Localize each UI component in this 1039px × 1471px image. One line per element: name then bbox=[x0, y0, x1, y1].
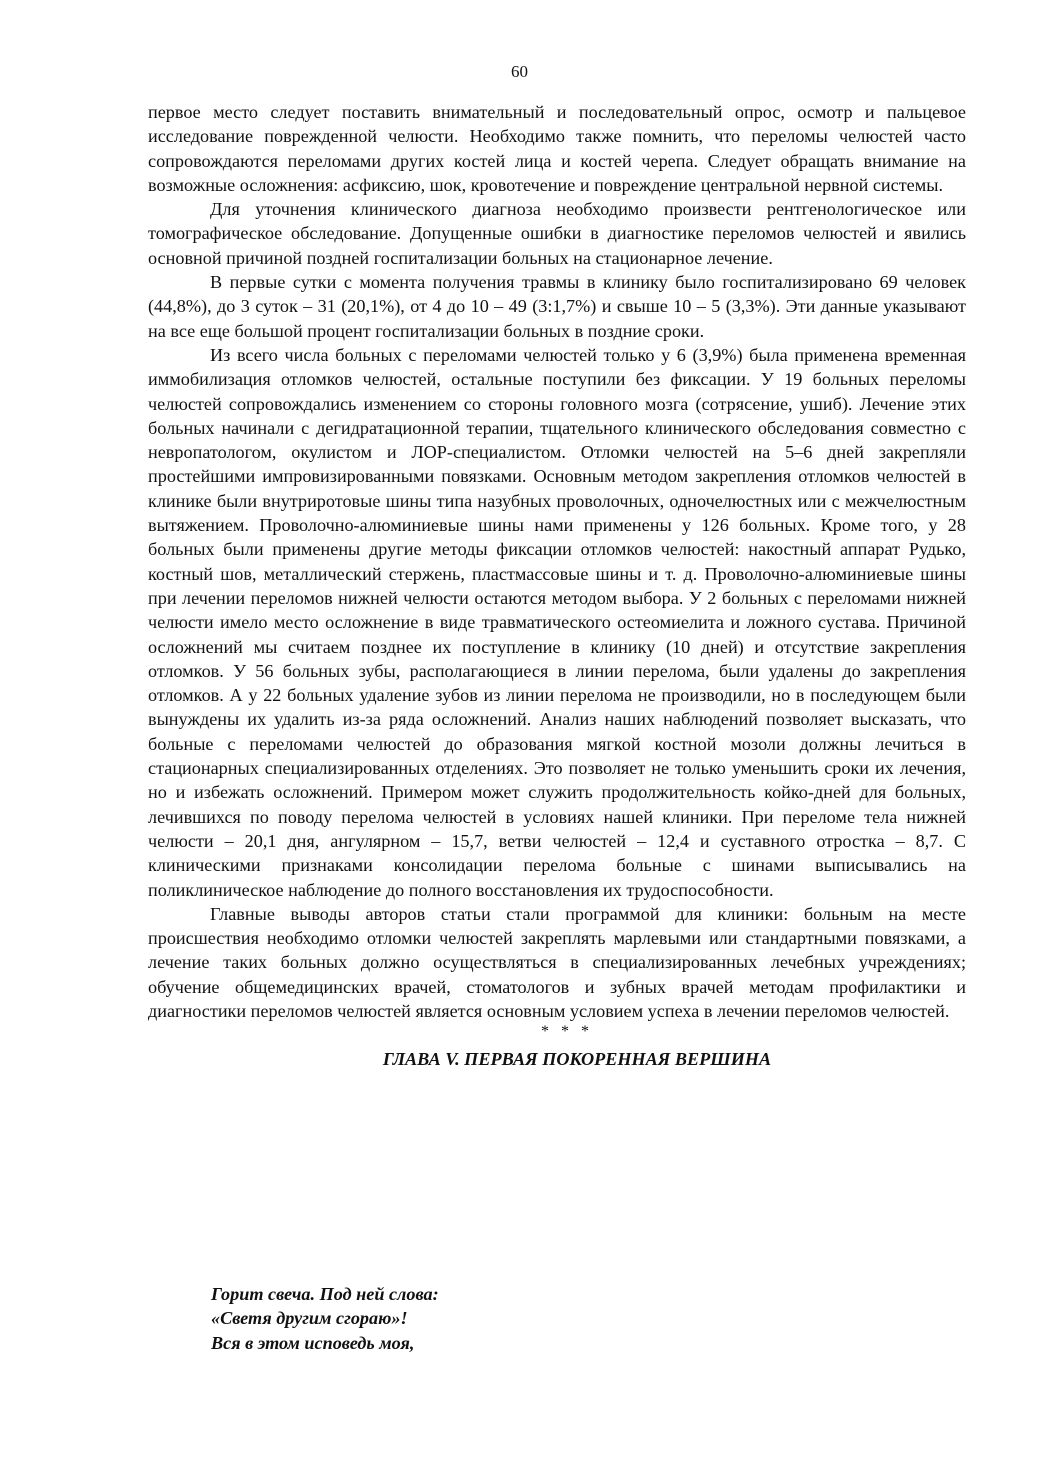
poem-line: «Светя другим сгораю»! bbox=[211, 1308, 408, 1329]
paragraph: Из всего числа больных с переломами челюстей только у 6 (3,9%) была применена временная иммобилизация отломков челюстей, остальные поступили без фиксации. У 19 больных переломы челюстей сопровождались изменением со стороны головного мозга (сотрясение, ушиб). Лечение этих больных начинали с дегидратационной терапии, тщательного клинического обследования совместно с невропатологом, окулистом и ЛОР-специалистом. Отломки челюстей на 5–6 дней закрепляли простейшими импровизированными повязками. Основным методом закрепления отломков челюстей в клинике были внутриротовые шины типа назубных проволочных, одночелюстных или с межчелюстным вытяжением. Проволочно-алюминиевые шины нами применены у 126 больных. Кроме того, у 28 больных были применены другие методы фиксации отломков челюстей: накостный аппарат Рудько, костный шов, металлический стержень, пластмассовые шины и т. д. Проволочно-алюминиевые шины при лечении переломов нижней челюсти остаются методом выбора. У 2 больных с переломами нижней челюсти имело место осложнение в виде травматического остеомиелита и ложного сустава. Причиной осложнений мы считаем позднее их поступление в клинику (10 дней) и отсутствие закрепления отломков. У 56 больных зубы, располагающиеся в линии перелома, были удалены до закрепления отломков. А у 22 больных удаление зубов из линии перелома не производили, но в последующем были вынуждены их удалить из-за ряда осложнений. Анализ наших наблюдений позволяет высказать, что больные с переломами челюстей до образования мягкой костной мозоли должны лечиться в стационарных специализированных отделениях. Это позволяет не только уменьшить сроки их лечения, но и избежать осложнений. Примером может служить продолжительность койко-дней для больных, лечившихся по поводу перелома челюстей в условиях нашей клиники. При переломе тела нижней челюсти – 20,1 дня, ангулярном – 15,7, ветви челюстей – 12,4 и суставного отростка – 8,7. С клиническими признаками консолидации перелома больные с шинами выписывались на поликлиническое наблюдение до полного восстановления их трудоспособности. bbox=[148, 344, 966, 900]
chapter-title: ГЛАВА V. ПЕРВАЯ ПОКОРЕННАЯ ВЕРШИНА bbox=[382, 1049, 772, 1070]
paragraph: В первые сутки с момента получения травмы в клинику было госпитализировано 69 человек (44,8%), до 3 суток – 31 (20,1%), от 4 до 10 – 49 (3:1,7%) и свыше 10 – 5 (3,3%). Эти данные указывают на все еще большой процент госпитализации больных в поздние сроки. bbox=[148, 272, 966, 341]
epigraph-poem bbox=[211, 1282, 711, 1355]
paragraph: первое место следует поставить внимательный и последовательный опрос, осмотр и пальцевое исследование поврежденной челюсти. Необходимо также помнить, что переломы челюстей часто сопровождаются переломами других костей лица и костей черепа. Следует обращать внимание на возможные осложнения: асфиксию, шок, кровотечение и повреждение центральной нервной системы. bbox=[148, 102, 966, 195]
poem-line: Горит свеча. Под ней слова: bbox=[211, 1284, 439, 1304]
body-text bbox=[148, 100, 966, 1071]
poem-line: Вся в этом исповедь моя, bbox=[211, 1332, 415, 1353]
paragraph: Для уточнения клинического диагноза необходимо произвести рентгенологическое или томографическое обследование. Допущенные ошибки в диагностике переломов челюстей и явились основной причиной поздней госпитализации больных на стационарное лечение. bbox=[148, 199, 966, 268]
paragraph: Главные выводы авторов статьи стали программой для клиники: больным на месте происшествия необходимо отломки челюстей закреплять марлевыми или стандартными повязками, а лечение таких больных должно осуществляться в специализированных лечебных учреждениях; обучение общемедицинских врачей, стоматологов и зубных врачей методам профилактики и диагностики переломов челюстей является основным условием успеха в лечении переломов челюстей. bbox=[148, 903, 966, 1021]
page-number: 60 bbox=[511, 62, 528, 81]
section-separator: * * * bbox=[541, 1023, 593, 1041]
